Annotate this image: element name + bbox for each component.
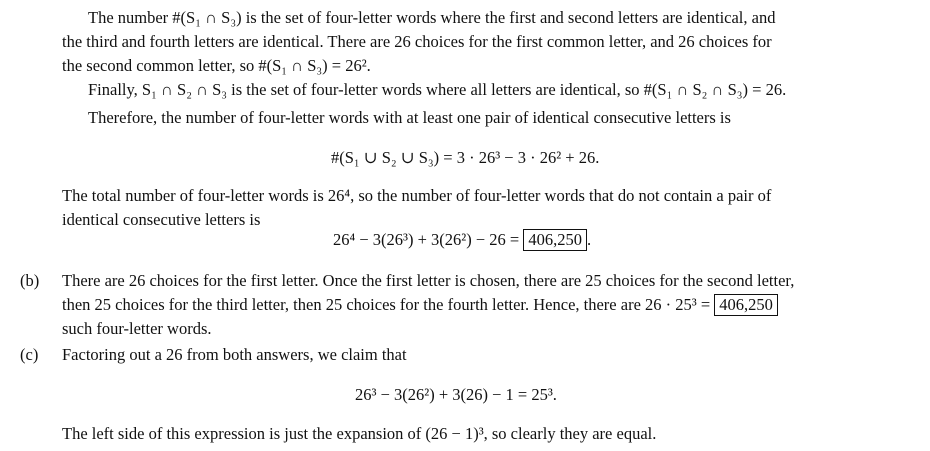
text-line: the second common letter, so #(S₁ ∩ S₃) = 26².: [62, 56, 371, 75]
paragraph-triple-intersection: Finally, S₁ ∩ S₂ ∩ S₃ is the set of four-letter words where all letters are identical, so #(S₁ ∩ S₂ ∩ S₃) = 26.: [88, 80, 787, 99]
text-line: The number #(S₁ ∩ S₃) is the set of four-letter words where the first and second letters are identical, and: [88, 8, 776, 27]
paragraph-s1-s3: [62, 6, 775, 78]
text-line: the third and fourth letters are identical. There are 26 choices for the first common letter, and 26 choices for: [62, 32, 772, 51]
paragraph-therefore: Therefore, the number of four-letter words with at least one pair of identical consecutive letters is: [88, 108, 731, 127]
equation-part-a-answer: [333, 228, 591, 252]
boxed-answer: 406,250: [523, 229, 587, 251]
boxed-answer: 406,250: [714, 294, 778, 316]
paragraph-part-c-conclusion: The left side of this expression is just the expansion of (26 − 1)³, so clearly they are equal.: [62, 424, 657, 443]
part-b-label: (b): [20, 271, 40, 290]
equation-period: .: [586, 230, 592, 249]
text-segment: then 25 choices for the third letter, then 25 choices for the fourth letter. Hence, there are 26 · 25³ =: [62, 295, 711, 314]
paragraph-part-b: [62, 269, 794, 341]
text-line: There are 26 choices for the first letter. Once the first letter is chosen, there are 25 choices for the second letter,: [62, 271, 795, 290]
text-line: The total number of four-letter words is 26⁴, so the number of four-letter words that do not contain a pair of: [62, 186, 772, 205]
paragraph-part-c-intro: Factoring out a 26 from both answers, we claim that: [62, 345, 407, 364]
equation-binomial-identity: 26³ − 3(26²) + 3(26) − 1 = 25³.: [355, 385, 557, 404]
text-line: such four-letter words.: [62, 319, 212, 338]
part-c-label: (c): [20, 345, 39, 364]
text-line: [62, 293, 794, 317]
equation-union-count: #(S₁ ∪ S₂ ∪ S₃) = 3 · 26³ − 3 · 26² + 26.: [331, 148, 600, 167]
paragraph-total-words: [62, 184, 771, 232]
text-line: identical consecutive letters is: [62, 210, 261, 229]
equation-expression: 26⁴ − 3(26³) + 3(26²) − 26 =: [333, 230, 520, 249]
